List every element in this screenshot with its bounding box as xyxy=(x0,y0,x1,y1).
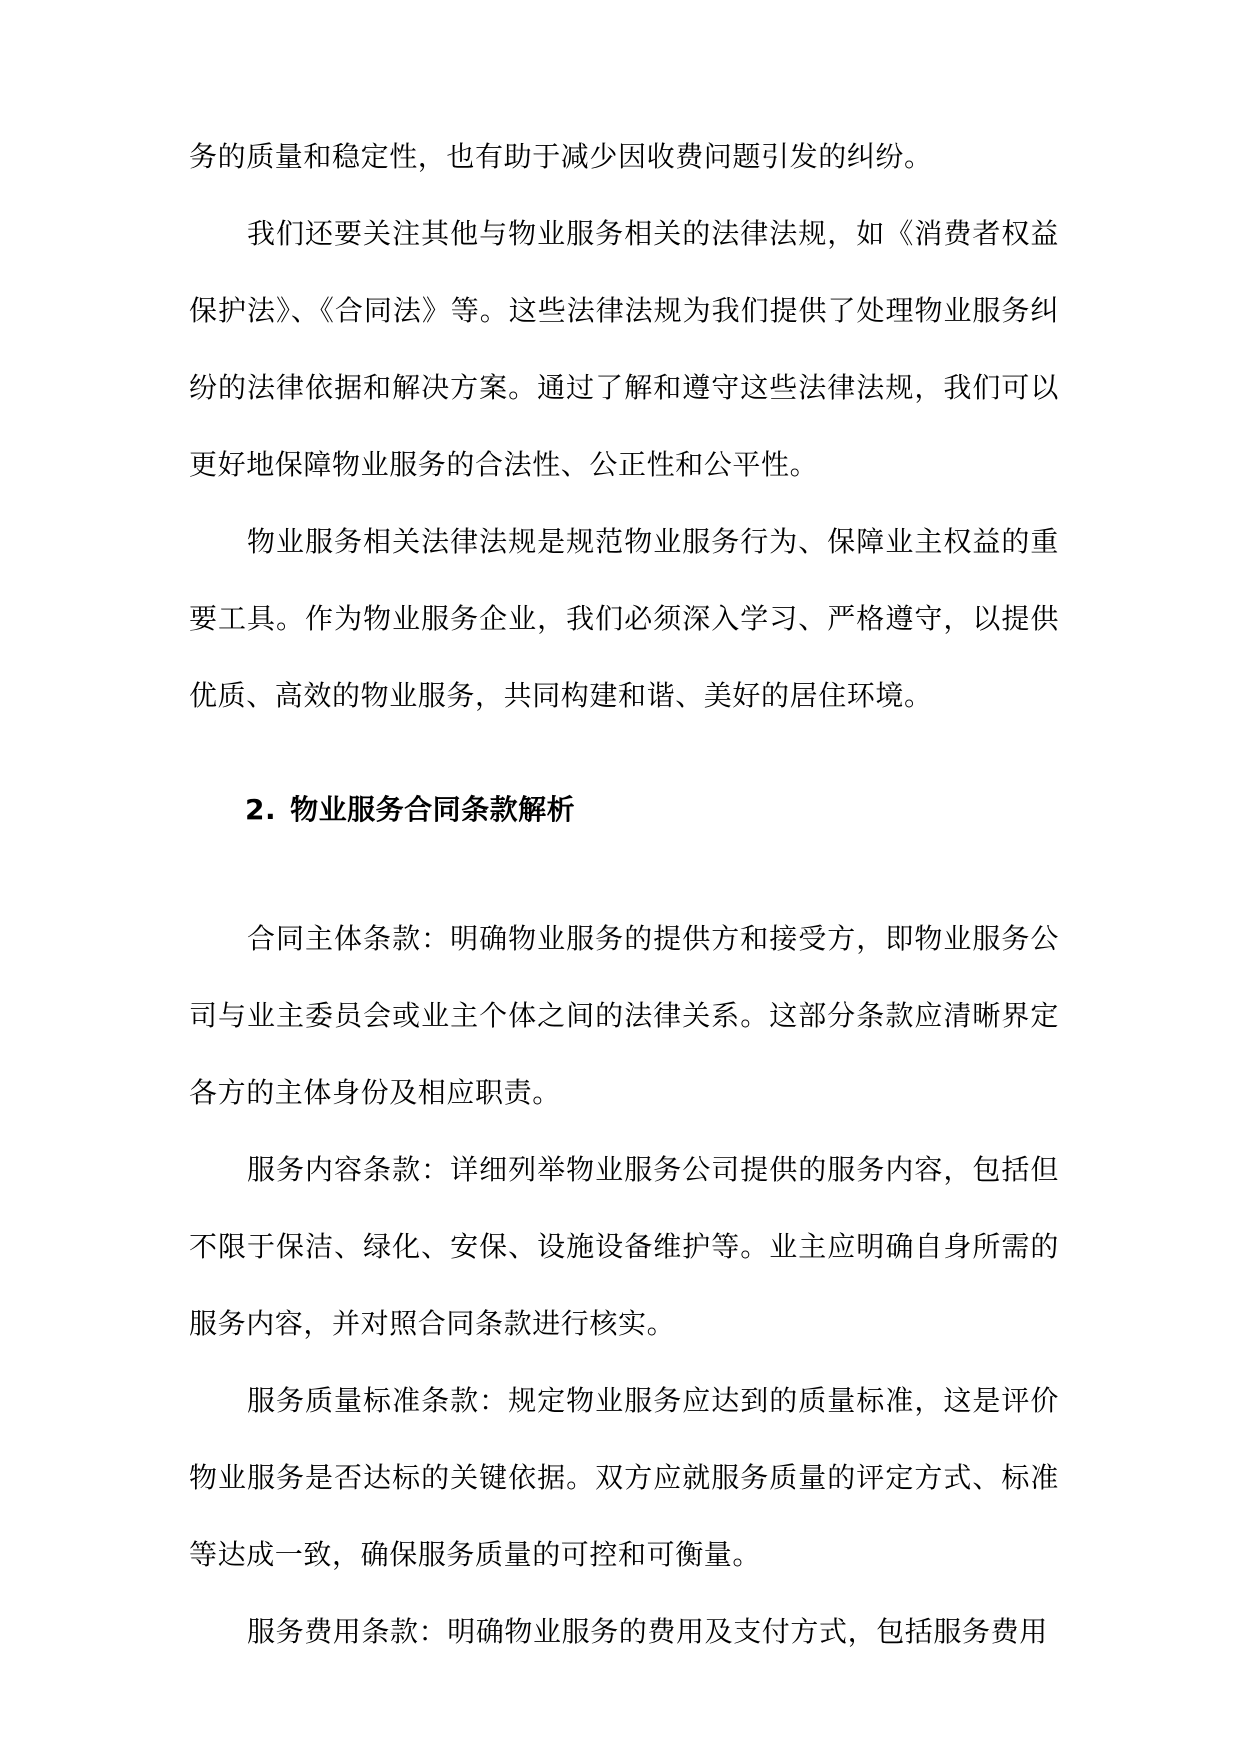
paragraph-service-quality: 服务质量标准条款：规定物业服务应达到的质量标准，这是评价物业服务是否达标的关键依据。双方应就服务质量的评定方式、标准等达成一致，确保服务质量的可控和可衡量。 xyxy=(189,1384,1059,1571)
paragraph-service-content: 服务内容条款：详细列举物业服务公司提供的服务内容，包括但不限于保洁、绿化、安保、设施设备维护等。业主应明确自身所需的服务内容，并对照合同条款进行核实。 xyxy=(189,1153,1059,1340)
paragraph-summary: 物业服务相关法律法规是规范物业服务行为、保障业主权益的重要工具。作为物业服务企业，我们必须深入学习、严格遵守，以提供优质、高效的物业服务，共同构建和谐、美好的居住环境。 xyxy=(189,525,1059,712)
section-number: 2. xyxy=(245,793,277,826)
paragraph-related-laws: 我们还要关注其他与物业服务相关的法律法规，如《消费者权益保护法》、《合同法》等。这些法律法规为我们提供了处理物业服务纠纷的法律依据和解决方案。通过了解和遵守这些法律法规，我们可以更好地保障物业服务的合法性、公正性和公平性。 xyxy=(189,217,1059,481)
section-heading xyxy=(245,780,575,840)
paragraph-service-fees: 服务费用条款：明确物业服务的费用及支付方式，包括服务费用 xyxy=(247,1615,1048,1648)
section-title: 物业服务合同条款解析 xyxy=(290,793,576,826)
paragraph-continuation: 务的质量和稳定性，也有助于减少因收费问题引发的纠纷。 xyxy=(189,140,933,173)
paragraph-contract-parties: 合同主体条款：明确物业服务的提供方和接受方，即物业服务公司与业主委员会或业主个体之间的法律关系。这部分条款应清晰界定各方的主体身份及相应职责。 xyxy=(189,922,1059,1109)
